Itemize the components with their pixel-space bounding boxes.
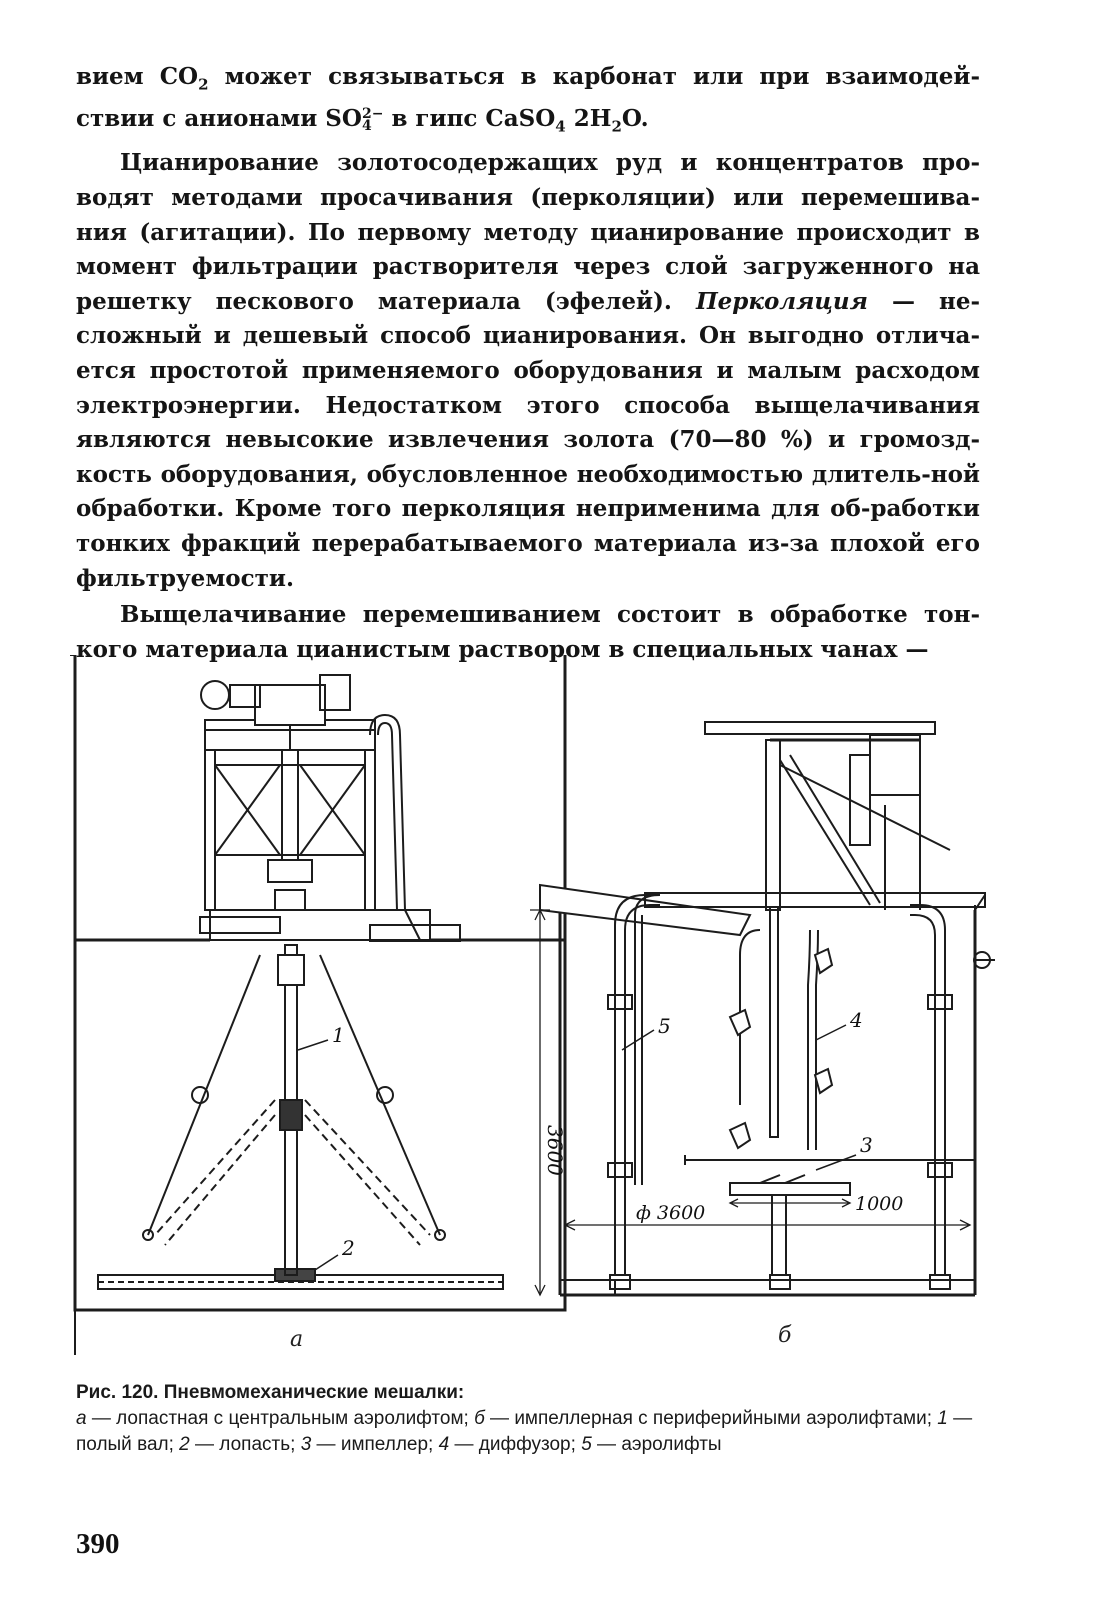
p1-text: 2H: [565, 105, 612, 133]
p1-text: вием CO: [76, 63, 199, 90]
panel-b-drawing: [530, 722, 995, 1295]
diameter-dimension: ф 3600: [636, 1202, 706, 1224]
label-3: 3: [860, 1133, 873, 1157]
p1-text: может связываться в карбонат или при взаимодей-ствии с анионами SO: [76, 63, 980, 133]
caption-legend: [76, 1406, 1006, 1458]
ion-indices: [361, 106, 384, 135]
caption-text-3: — импеллер;: [311, 1434, 439, 1455]
p2-text: Цианирование золотосодержащих руд и концентратов про-водят методами просачивания (перколяции) или перемешива-ния (агитации). По первому методу цианирование происходит в момент фильтрации растворителя через слой загруженного на решетку пескового материала (эфелей).: [76, 149, 980, 315]
subscript: 4: [555, 117, 566, 136]
subscript: 2: [198, 75, 209, 94]
superscript: 2−: [361, 106, 384, 123]
p2-text: — не-сложный и дешевый способ цианирования. Он выгодно отлича-ется простотой применяемого оборудования и малым расходом электроэнергии. Недостатком этого способа выщелачивания являются невысокие извлечения золота (70—80 %) и громозд-кость оборудования, обусловленное необходимостью длитель-ной обработки. Кроме того перколяция неприменима для об-работки тонких фракций перерабатываемого материала из-за плохой его фильтруемости.: [76, 287, 981, 592]
caption-a-letter: а: [76, 1408, 87, 1429]
paragraph-2: [76, 146, 980, 596]
caption-text-2: — лопасть;: [189, 1434, 301, 1455]
page-number: 390: [76, 1528, 120, 1560]
height-dimension: 3600: [543, 1125, 567, 1176]
impeller-dimension: 1000: [855, 1193, 904, 1215]
caption-text-5: — аэролифты: [591, 1434, 722, 1455]
figure-caption: [76, 1380, 1006, 1458]
caption-title: Рис. 120. Пневмомеханические мешалки:: [76, 1382, 465, 1403]
label-5: 5: [658, 1014, 671, 1038]
figure-120: [70, 655, 1010, 1355]
caption-num-3: 3: [300, 1434, 312, 1455]
caption-num-4: 4: [438, 1434, 450, 1455]
caption-a-text: — лопастная с центральным аэролифтом;: [86, 1408, 475, 1429]
label-4: 4: [850, 1008, 863, 1032]
panel-b-letter: б: [778, 1323, 792, 1348]
italic-term: Перколяция: [695, 287, 868, 315]
body-text: [76, 60, 980, 667]
caption-text-1: — полый вал;: [76, 1408, 973, 1455]
paragraph-3: Выщелачивание перемешиванием состоит в обработке тон-кого материала цианистым раствором в специальных чанах —: [76, 601, 980, 663]
caption-num-5: 5: [581, 1434, 592, 1455]
panel-a-letter: а: [290, 1327, 304, 1352]
panel-a-drawing: [70, 655, 565, 1355]
p1-text: O.: [621, 105, 649, 133]
label-2: 2: [342, 1236, 355, 1260]
label-1: 1: [332, 1023, 345, 1047]
caption-num-1: 1: [937, 1408, 948, 1429]
paragraph-1: [76, 60, 980, 144]
caption-num-2: 2: [179, 1434, 190, 1455]
subscript: 2: [611, 117, 622, 136]
p1-text: в гипс CaSO: [383, 105, 556, 133]
mixer-drawing: [70, 655, 1010, 1355]
subscript: 4: [361, 118, 372, 135]
caption-b-letter: б: [474, 1408, 485, 1429]
caption-b-text: — импеллерная с периферийными аэролифтами;: [484, 1408, 938, 1429]
caption-text-4: — диффузор;: [449, 1434, 582, 1455]
